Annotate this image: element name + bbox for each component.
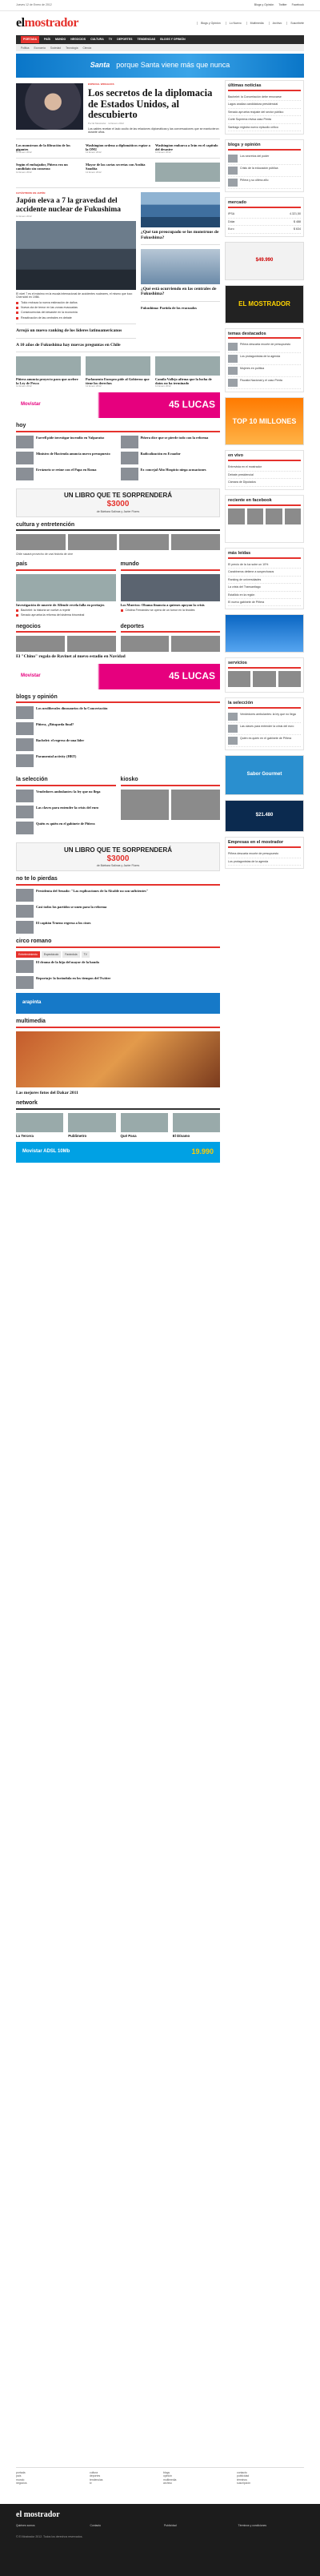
footer-link[interactable]: multimedia xyxy=(163,2478,177,2482)
site-logo[interactable]: elmostrador xyxy=(16,16,79,30)
lead-image[interactable] xyxy=(16,83,83,130)
tab-tv[interactable]: TV xyxy=(82,951,90,958)
fukushima-bullet: Reactivación de las centrales en debate xyxy=(16,316,136,319)
footer-col[interactable]: Quiénes somos xyxy=(16,2523,35,2527)
story-thumb[interactable] xyxy=(228,737,238,745)
section-mundo[interactable]: mundo xyxy=(121,561,221,571)
author-avatar[interactable] xyxy=(16,754,34,767)
fan-avatar[interactable] xyxy=(228,508,245,524)
circo-tabs xyxy=(16,951,220,958)
subnav-tecnologia[interactable]: Tecnología xyxy=(66,46,78,50)
story-thumb[interactable] xyxy=(16,822,34,834)
fan-avatar[interactable] xyxy=(247,508,264,524)
lead-story xyxy=(16,80,220,135)
bullet-icon xyxy=(16,302,18,304)
sea-image[interactable] xyxy=(141,192,220,227)
header-link-blogs[interactable]: Blogs y Opinión xyxy=(197,22,221,25)
top-link-blogs[interactable]: Blogs y Opinión xyxy=(254,3,274,7)
negocios-photo[interactable] xyxy=(67,636,116,652)
mundo-image[interactable] xyxy=(121,574,221,601)
story-thumb[interactable] xyxy=(16,806,34,818)
pais-mundo: país Investigación de muerte de Allende revela falla en peritajes Bachelet: la historia se vuelve a repetir Senado aprueba la reforma del sistema binominal mundo Los Muertos: Obama financia a quienes apoyan la crisis Cristina Fernández se opera de un tumor en la tiroides xyxy=(16,557,220,619)
main-column: ESPECIAL WIKILEAKS Los secretos de la diplomacia de Estados Unidos, al descubierto Por El Mostrador · 12 Enero 2012 Los cables revelan el lado oculto de las relaciones diplomáticas y las conversaciones que se mantuvieron durante años. Los monstruos de la filtración de los gigantes 12 Enero 2012 Washington ordena a diplomáticos espiar a la ONU 12 Enero 2012 Washington embarca a Irán en el capítulo del desastre 12 Enero 2012 Según el embajador, Piñera era un candidato sin consenso 12 Enero 2012 Mayor de las cartas secretas con Arabia Saudita 12 Enero 2012 CATÁSTROFE EN JAPÓN Japón eleva a 7 la gravedad del accidente nuclear de Fukushima 12 Enero 2012 El nivel 7 es el máximo en la escala internacional de accidentes nucleares, el mismo que tuvo Chernóbil en 1986. Tokio rechaza la nueva estimación de daños Nueva ola de temor en las zonas evacuadas Consecuencias del desastre en la economía Reactivación de las centrales en debate Arrojó un nuevo ranking de los líderes latinoamericanos A 10 años de Fukushima hay nuevas preguntas en Chile ¿Qué tan preocupado se los monstruos de Fukushima? ¿Qué está ocurriendo en las centrales de Fukushima? Fukushima: Partida de los evacuados Piñera anuncia proyecto para que acelere la Ley de Pesca 12 Enero 2012 Parlamento Europeo pide al Gobierno que tiene los derechos 12 Enero 2012 Camila Vallejo afirma que la lucha de datos no ha terminado 12 Enero 2012 Movistar 45 LUCAS hoy Farrell pide investigar incendio en Valparaíso Ministro de Hacienda anuncia nuevo presupuesto Errázuriz se reúne con el Papa en Roma Piñera dice que se pierde todo con la reforma Radicalización en Ecuador Ex concejal Alto Hospicio niega acusaciones UN LIBRO QUE TE SORPRENDERÁ $3000 de Bárbara Salinas y Javier Flores cultura y entretención Chile sacará provecho de una historia de cine país Investigación de muerte de Allende revela falla en peritajes Bachelet: la historia se vuelve a repetir Senado aprueba la reforma del sistema binominal mundo Los Muertos: Obama financia a quienes apoyan la crisis Cristina Fernández se opera de un tumor en la tiroides negocios deportes El "Chino" regala de Ravinet al nuevo estadio en Navidad Movistar 45 LUCAS blogs y opinión Los neoliberales dinosaurios de la Concertación Piñera, ¿Búsqueda final? Bachelet: el regreso de una líder Paramental activity (HRT) la selección Vendedores ambulantes: la ley que no llega Las claves para entender la crisis del euro Quién es quién en el gabinete de Piñera kiosko UN LIBRO QUE TE SORPRENDERÁ $3000 de Bárbara Salinas y Javier Flores no te lo pierdas Presidenta del Senado: "Las explicaciones de la Alcalde no son suficientes" Casi todos los partidos se unen para la reforma El capitán Trueno regresa a los cines circo romano Entretenimiento Espectáculo Farándula TV El drama de la hija del mayor de la banda Reportaje: la farándula en los tiempos del Twitter arapinta multimedia Las mejores fotos del Dakar 2011 network La Tercera Publimetro Qué Pasa El Dínamo Movistar ADSL 10Mb 19.990 xyxy=(16,80,220,1167)
side-story-title[interactable]: ¿Qué tan preocupado se los monstruos de Fukushima? xyxy=(141,230,219,240)
ultimas-noticias: últimas noticias Bachelet: la Concertación debe renovarse Lagos analiza candidatura presidencial Senado aprueba reajuste del sector público Corte Suprema revisa caso Penta Santiago registra nuevo episodio crítico xyxy=(225,80,304,135)
side-story-title-2[interactable]: ¿Qué está ocurriendo en las centrales de Fukushima? xyxy=(141,287,217,297)
network-thumb[interactable] xyxy=(173,1113,220,1132)
footer-link[interactable]: negocios xyxy=(16,2481,27,2485)
story-thumb[interactable] xyxy=(228,343,238,351)
movistar-ad-2[interactable]: Movistar 45 LUCAS xyxy=(16,664,220,689)
network-grid: La Tercera Publimetro Qué Pasa El Dínamo xyxy=(16,1113,220,1138)
section-no-te-lo-pierdas[interactable]: no te lo pierdas xyxy=(16,876,220,886)
footer-link[interactable]: tendencias xyxy=(90,2478,103,2482)
logo-row xyxy=(0,11,320,35)
story-thumb[interactable] xyxy=(16,921,34,934)
section-cultura[interactable]: cultura y entretención xyxy=(16,522,220,532)
section-seleccion[interactable]: la selección xyxy=(16,777,116,786)
story-thumb[interactable] xyxy=(16,790,34,802)
header-link-suscribete[interactable]: Suscríbete xyxy=(286,22,304,25)
section-circo-romano[interactable]: circo romano xyxy=(16,938,220,948)
nav-item-portada[interactable]: PORTADA xyxy=(21,36,39,42)
sidebar-ad-elmostrador[interactable]: EL MOSTRADOR xyxy=(225,285,304,324)
deportes-photo[interactable] xyxy=(171,636,220,652)
grid-stories: Piñera anuncia proyecto para que acelere la Ley de Pesca 12 Enero 2012 Parlamento Europeo pide al Gobierno que tiene los derechos 12 Enero 2012 Camila Vallejo afirma que la lucha de datos no ha terminado 12 Enero 2012 xyxy=(16,356,220,388)
sidebar-ad-price[interactable]: $49.990 xyxy=(225,242,304,280)
footer-logo[interactable]: el mostrador xyxy=(16,2510,60,2519)
story-thumb[interactable] xyxy=(228,355,238,363)
section-kiosko[interactable]: kiosko xyxy=(121,777,221,786)
lead-title[interactable]: Los secretos de la diplomacia de Estados Unidos, al descubierto xyxy=(88,86,213,121)
story-thumb[interactable] xyxy=(16,960,34,973)
ad-brand: Santa xyxy=(90,61,110,70)
empresas-box: Empresas en el mostrador Piñera descarta recorte de presupuesto Los protagonistas de la agenda xyxy=(225,837,304,869)
list-item[interactable]: Corte Suprema revisa caso Penta xyxy=(228,116,301,123)
negocios-deportes xyxy=(16,619,220,655)
tab-espectaculo[interactable]: Espectáculo xyxy=(42,951,61,958)
deportes-story[interactable]: El "Chino" regala de Ravinet al nuevo estadio en Navidad xyxy=(16,654,126,660)
list-item[interactable]: Senado aprueba reajuste del sector público xyxy=(228,109,301,116)
sidebar-ad-blue[interactable] xyxy=(225,614,304,653)
related-story: Mayor de las cartas secretas con Arabia Saudita 12 Enero 2012 xyxy=(86,163,146,174)
lead-dek: Los cables revelan el lado oculto de las relaciones diplomáticas y las conversaciones que se mantuvieron durante años. xyxy=(88,127,219,135)
cultura-photos xyxy=(16,534,220,550)
subnav-politica[interactable]: Política xyxy=(21,46,30,50)
footer-link[interactable]: país xyxy=(16,2474,22,2478)
story-thumb[interactable] xyxy=(121,468,138,480)
tab-entretenimiento[interactable]: Entretenimiento xyxy=(16,951,40,958)
footer-col[interactable]: Términos y condiciones xyxy=(238,2523,267,2527)
nav-item-blogs[interactable]: BLOGS Y OPINIÓN xyxy=(160,38,186,42)
story-thumb[interactable] xyxy=(16,452,34,464)
related-story xyxy=(155,163,220,183)
footer-link[interactable]: portada xyxy=(16,2471,26,2474)
footer-copyright: © El Mostrador 2012. Todos los derechos reservados. xyxy=(16,2534,83,2538)
story-thumb[interactable] xyxy=(16,905,34,918)
header-link-archivo[interactable]: Archivo xyxy=(269,22,282,25)
subnav-sociedad[interactable]: Sociedad xyxy=(50,46,62,50)
top-bar xyxy=(0,0,320,11)
section-network[interactable]: network xyxy=(16,1100,220,1110)
author-avatar[interactable] xyxy=(16,738,34,751)
story-thumb[interactable] xyxy=(228,725,238,733)
sub-nav xyxy=(16,44,304,51)
sidebar-ad-price-2[interactable]: $21.480 xyxy=(225,800,304,832)
kiosko-cover[interactable] xyxy=(121,790,170,820)
nav-item-cultura[interactable]: CULTURA xyxy=(90,38,104,42)
footer-link[interactable]: términos xyxy=(237,2478,248,2482)
servicios: servicios xyxy=(225,657,304,693)
footer-link[interactable]: deportes xyxy=(90,2474,101,2478)
story-thumb[interactable] xyxy=(228,367,238,375)
list-item[interactable]: Santiago registra nuevo episodio crítico xyxy=(228,124,301,131)
section-multimedia[interactable]: multimedia xyxy=(16,1019,220,1028)
temas-destacados: temas destacados Piñera descarta recorte de presupuesto Los protagonistas de la agenda Mujeres en política Fiscalía Nacional y el caso Penta xyxy=(225,328,304,393)
footer-link[interactable]: suscripción xyxy=(237,2481,250,2485)
servicio-icon[interactable] xyxy=(253,671,275,687)
related-story: Según el embajador, Piñera era un candidato sin consenso 12 Enero 2012 xyxy=(16,163,68,174)
author-avatar[interactable] xyxy=(228,155,238,163)
footer-link[interactable]: cultura xyxy=(90,2471,98,2474)
section-negocios[interactable]: negocios xyxy=(16,624,116,633)
nav-item-pais[interactable]: PAÍS xyxy=(44,38,50,42)
story-thumb[interactable] xyxy=(121,452,138,464)
servicio-icon[interactable] xyxy=(228,671,250,687)
top-link-facebook[interactable]: Facebook xyxy=(291,3,304,7)
header-link-lonuevo[interactable]: Lo Nuevo xyxy=(226,22,242,25)
footer-link[interactable]: archivo xyxy=(163,2481,172,2485)
section-hoy[interactable]: hoy xyxy=(16,423,220,432)
fukushima-bullet: Tokio rechaza la nueva estimación de daños xyxy=(16,301,136,304)
sidebar-ad-top10[interactable]: TOP 10 MILLONES xyxy=(225,397,304,445)
nav-item-mundo[interactable]: MUNDO xyxy=(54,38,66,42)
cultura-photo[interactable] xyxy=(119,534,169,550)
multimedia-caption[interactable]: Las mejores fotos del Dakar 2011 xyxy=(16,1090,78,1095)
current-date: Jueves 12 de Enero de 2012 xyxy=(16,3,52,7)
related-row-2 xyxy=(16,163,220,183)
book-ad[interactable]: UN LIBRO QUE TE SORPRENDERÁ $3000 de Bárbara Salinas y Javier Flores xyxy=(16,488,220,517)
fukushima-meta: 12 Enero 2012 xyxy=(16,215,32,218)
network-thumb[interactable] xyxy=(121,1113,168,1132)
lead-meta: Por El Mostrador · 12 Enero 2012 xyxy=(88,122,124,125)
sidebar-seleccion: la selección Vendedores ambulantes: la ley que no llega Las claves para entender la crisis del euro Quién es quién en el gabinete de Piñera xyxy=(225,697,304,750)
hoy-grid: Farrell pide investigar incendio en Valparaíso Ministro de Hacienda anuncia nuevo presupuesto Errázuriz se reúne con el Papa en Roma Piñera dice que se pierde todo con la reforma Radicalización en Ecuador Ex concejal Alto Hospicio niega acusaciones xyxy=(16,436,220,484)
section-deportes[interactable]: deportes xyxy=(121,624,221,633)
footer-col[interactable]: Contacto xyxy=(90,2523,102,2527)
facebook-box: reciente en facebook xyxy=(225,495,304,543)
fukushima-image[interactable] xyxy=(16,221,136,290)
network-thumb[interactable] xyxy=(16,1113,63,1132)
author-avatar[interactable] xyxy=(228,167,238,175)
footer-col[interactable]: Publicidad xyxy=(164,2523,177,2527)
nav-item-negocios[interactable]: NEGOCIOS xyxy=(70,38,86,42)
bullet-icon xyxy=(16,311,18,314)
nav-item-tv[interactable]: TV xyxy=(108,38,113,42)
related-story: Los monstruos de la filtración de los gigantes 12 Enero 2012 xyxy=(16,143,70,154)
header-links xyxy=(197,22,304,25)
footer-link[interactable]: blogs xyxy=(163,2471,170,2474)
story-thumb[interactable] xyxy=(16,468,34,480)
story-thumb[interactable] xyxy=(228,379,238,387)
list-item[interactable]: Lagos analiza candidatura presidencial xyxy=(228,101,301,108)
deportes-photo[interactable] xyxy=(121,636,170,652)
mas-leidas: más leídas El precio de la luz sube un 10% Carabineros detiene a sospechosos Ranking de universidades La crisis del Transantiago Estallido en la región El nuevo gabinete de Piñera xyxy=(225,548,304,610)
bullet-icon xyxy=(16,317,18,319)
book-ad-2[interactable]: UN LIBRO QUE TE SORPRENDERÁ $3000 de Bárbara Salinas y Javier Flores xyxy=(16,842,220,871)
fukushima-dek: El nivel 7 es el máximo en la escala internacional de accidentes nucleares, el mismo que tuvo Chernóbil en 1986. xyxy=(16,291,133,299)
story-thumb[interactable] xyxy=(16,976,34,989)
seleccion-kiosko: la selección Vendedores ambulantes: la ley que no llega Las claves para entender la crisis del euro Quién es quién en el gabinete de Piñera kiosko xyxy=(16,772,220,838)
en-vivo: en vivo Entrevista en el mostrador Debate presidencial Cámara de Diputados xyxy=(225,450,304,489)
author-avatar[interactable] xyxy=(228,179,238,187)
related-thumb[interactable] xyxy=(155,163,220,182)
author-avatar[interactable] xyxy=(16,722,34,735)
movistar-ad[interactable]: Movistar 45 LUCAS xyxy=(16,392,220,418)
pais-image[interactable] xyxy=(16,574,116,601)
story-thumb[interactable] xyxy=(155,356,220,376)
author-avatar[interactable] xyxy=(16,706,34,719)
footer-link[interactable]: contacto xyxy=(237,2471,247,2474)
negocios-photo[interactable] xyxy=(16,636,65,652)
nav-item-tendencias[interactable]: TENDENCIAS xyxy=(137,38,156,42)
sea-image-2[interactable] xyxy=(141,249,220,284)
nav-item-deportes[interactable]: DEPORTES xyxy=(117,38,133,42)
ad-message: porque Santa viene más que nunca xyxy=(116,61,230,70)
content-wrap xyxy=(0,80,320,1167)
footer-link-grid xyxy=(16,2467,304,2499)
fukushima-sub-title-2[interactable]: A 10 años de Fukushima hay nuevas preguntas en Chile xyxy=(16,342,121,348)
cultura-photo[interactable] xyxy=(171,534,221,550)
kiosko-cover[interactable] xyxy=(171,790,220,820)
multimedia-image[interactable] xyxy=(16,1031,220,1087)
related-story: Washington ordena a diplomáticos espiar a la ONU 12 Enero 2012 xyxy=(86,143,150,154)
sidebar xyxy=(225,80,304,1167)
lead-kicker: ESPECIAL WIKILEAKS xyxy=(88,82,114,86)
cultura-photo[interactable] xyxy=(68,534,118,550)
sidebar-ad-gourmet[interactable]: Sabor Gourmet xyxy=(225,755,304,795)
related-row xyxy=(16,143,220,155)
site-footer xyxy=(0,2504,320,2576)
list-item[interactable]: Bachelet: la Concertación debe renovarse xyxy=(228,94,301,101)
arapinta-ad[interactable]: arapinta xyxy=(16,993,220,1014)
story-thumb[interactable] xyxy=(86,356,150,376)
subnav-economia[interactable]: Economía xyxy=(34,46,46,50)
movistar-adsl-ad[interactable]: Movistar ADSL 10Mb 19.990 xyxy=(16,1142,220,1163)
story-thumb[interactable] xyxy=(121,436,138,448)
footer-link[interactable]: mundo xyxy=(16,2478,25,2482)
story-thumb[interactable] xyxy=(228,713,238,721)
story-thumb[interactable] xyxy=(16,356,81,376)
side-story-title-3[interactable]: Fukushima: Partida de los evacuados xyxy=(141,305,198,310)
bullet-icon xyxy=(16,609,18,612)
servicio-icon[interactable] xyxy=(278,671,301,687)
fukushima-sub-title[interactable]: Arrojó un nuevo ranking de los líderes latinoamericanos xyxy=(16,328,122,334)
fukushima-bullet: Consecuencias del desastre en la economía xyxy=(16,311,136,314)
story-thumb[interactable] xyxy=(16,889,34,902)
fukushima-block xyxy=(16,192,220,348)
section-pais[interactable]: país xyxy=(16,561,116,571)
related-story: Washington embarca a Irán en el capítulo del desastre 12 Enero 2012 xyxy=(155,143,218,154)
cultura-photo[interactable] xyxy=(16,534,66,550)
fan-avatar[interactable] xyxy=(285,508,302,524)
bullet-icon xyxy=(121,609,123,612)
header-link-multimedia[interactable]: Multimedia xyxy=(246,22,264,25)
fukushima-kicker: CATÁSTROFE EN JAPÓN xyxy=(16,191,46,195)
main-nav xyxy=(16,35,304,44)
tab-farandula[interactable]: Farándula xyxy=(62,951,79,958)
mercado: mercado IPSA 4.321,50 Dólar $ 488 Euro $ 634 xyxy=(225,197,304,236)
footer-link[interactable]: opinión xyxy=(163,2474,172,2478)
bullet-icon xyxy=(16,307,18,309)
footer-link[interactable]: publicidad xyxy=(237,2474,250,2478)
section-blogs[interactable]: blogs y opinión xyxy=(16,694,220,704)
fukushima-title[interactable]: Japón eleva a 7 la gravedad del accidente nuclear de Fukushima xyxy=(16,197,121,214)
footer-link[interactable]: tv xyxy=(90,2481,92,2485)
top-link-twitter[interactable]: Twitter xyxy=(278,3,287,7)
sidebar-blogs: blogs y opinión Los secretos del poder Crisis de la educación pública Piñera y su último año xyxy=(225,139,304,192)
story-thumb[interactable] xyxy=(16,436,34,448)
network-thumb[interactable] xyxy=(68,1113,115,1132)
bullet-icon xyxy=(16,614,18,617)
fan-avatar[interactable] xyxy=(266,508,282,524)
top-ad-banner[interactable] xyxy=(16,54,304,78)
fukushima-bullet: Nueva ola de temor en las zonas evacuadas xyxy=(16,306,136,309)
subnav-ciencia[interactable]: Ciencia xyxy=(82,46,92,50)
cultura-note[interactable]: Chile sacará provecho de una historia de cine xyxy=(16,553,74,557)
no-perdas-list: Presidenta del Senado: "Las explicaciones de la Alcalde no son suficientes" Casi todos los partidos se unen para la reforma El capitán Trueno regresa a los cines xyxy=(16,889,220,934)
blogs-list: Los neoliberales dinosaurios de la Concertación Piñera, ¿Búsqueda final? Bachelet: el regreso de una líder Paramental activity (HRT) xyxy=(16,706,220,767)
